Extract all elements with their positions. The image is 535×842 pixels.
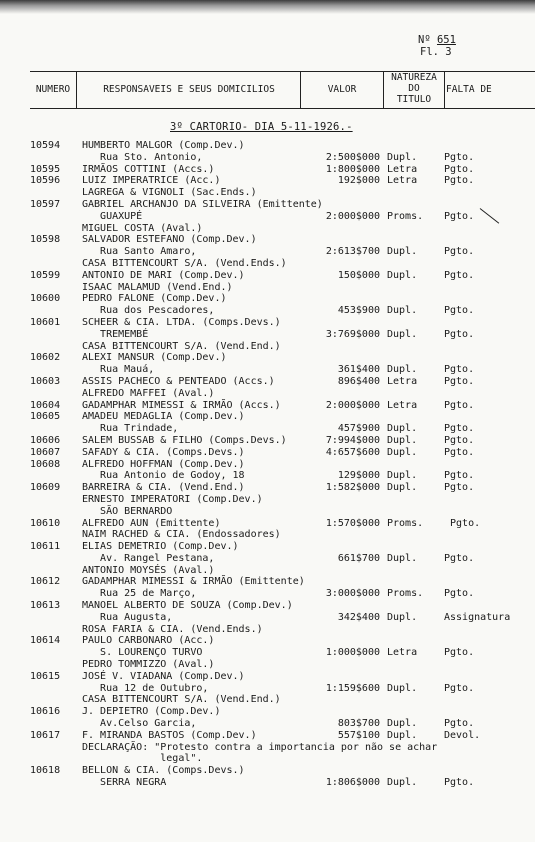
entry-number: 10599 (30, 269, 61, 281)
entry-falta: Pgto. (444, 552, 475, 564)
entry-responsavel: legal". (82, 753, 203, 765)
entry-line (30, 576, 535, 588)
header-bottom-rule (30, 108, 535, 109)
page-number (418, 34, 456, 58)
entry-falta: Pgto. (444, 470, 475, 482)
entry-responsavel: DECLARAÇÃO: "Protesto contra a importancia por não se achar (82, 741, 438, 753)
entry-line (30, 659, 535, 671)
entry-number: 10597 (30, 198, 61, 210)
entry-natureza: Dupl. (387, 611, 418, 623)
entry-line (30, 635, 535, 647)
entry-responsavel: MANOEL ALBERTO DE SOUZA (Comp.Dev.) (82, 600, 293, 612)
page-number-label: Nº (418, 34, 431, 46)
entry-line (30, 258, 535, 270)
entry-responsavel: ALFREDO MAFFEI (Aval.) (82, 387, 215, 399)
entry-line (30, 341, 535, 353)
table-row (30, 352, 535, 376)
entry-falta: Assignatura (444, 611, 511, 623)
entry-natureza: Letra (387, 399, 418, 411)
header-divider (444, 71, 445, 109)
header-numero: NUMERO (35, 84, 71, 95)
entry-natureza: Dupl. (387, 718, 418, 730)
entry-number: 10606 (30, 434, 61, 446)
entry-line (30, 459, 535, 471)
entry-valor: 2:500$000 (325, 151, 380, 163)
entry-line (30, 553, 535, 565)
entry-line (30, 400, 535, 412)
entry-valor: 2:000$000 (325, 210, 380, 222)
entry-valor: 457$900 (337, 423, 380, 435)
entry-line (30, 624, 535, 636)
entry-line (30, 270, 535, 282)
entry-line (30, 518, 535, 530)
entry-line (30, 588, 535, 600)
header-falta: FALTA DE (446, 84, 492, 95)
table-row (30, 234, 535, 269)
entry-responsavel: Rua dos Pescadores, (82, 305, 215, 317)
entry-number: 10608 (30, 458, 61, 470)
entry-responsavel: PEDRO TOMMIZZO (Aval.) (82, 659, 215, 671)
entry-falta: Pgto. (444, 423, 475, 435)
entry-responsavel: Rua 25 de Março, (82, 588, 197, 600)
entry-falta: Pgto. (444, 777, 475, 789)
entry-falta: Pgto. (444, 446, 475, 458)
entry-valor: 661$700 (337, 552, 380, 564)
header-valor: VALOR (327, 84, 357, 95)
entry-line (30, 742, 535, 754)
entry-line (30, 423, 535, 435)
entry-line (30, 506, 535, 518)
entry-line (30, 305, 535, 317)
section-title: 3º CARTORIO- DIA 5-11-1926.- (170, 121, 353, 133)
entry-responsavel: Av. Rangel Pestana, (82, 552, 215, 564)
entry-line (30, 352, 535, 364)
entry-number: 10604 (30, 399, 61, 411)
entry-responsavel: TREMEMBÉ (82, 328, 149, 340)
entry-number: 10598 (30, 234, 61, 246)
entry-natureza: Letra (387, 375, 418, 387)
table-row (30, 706, 535, 730)
entry-responsavel: JOSÉ V. VIADANA (Comp.Dev.) (82, 670, 245, 682)
header-natureza-line: DO (408, 83, 420, 94)
entry-valor: 896$400 (337, 375, 380, 387)
entry-valor: 2:000$000 (325, 399, 380, 411)
entry-line (30, 317, 535, 329)
entry-number: 10600 (30, 293, 61, 305)
entry-number: 10613 (30, 600, 61, 612)
entry-responsavel: ERNESTO IMPERATORI (Comp.Dev.) (82, 493, 263, 505)
entry-line (30, 494, 535, 506)
entry-natureza: Letra (387, 647, 418, 659)
entry-natureza: Letra (387, 175, 418, 187)
entry-line (30, 600, 535, 612)
entry-responsavel: J. DEPIETRO (Comp.Dev.) (82, 706, 221, 718)
entry-line (30, 282, 535, 294)
entry-responsavel: ISAAC MALAMUD (Vend.End.) (82, 281, 233, 293)
entry-natureza: Dupl. (387, 305, 418, 317)
entry-number: 10605 (30, 411, 61, 423)
entry-falta: Pgto. (444, 588, 475, 600)
entry-natureza: Dupl. (387, 364, 418, 376)
entry-responsavel: SERRA NEGRA (82, 777, 167, 789)
entry-responsavel: LAGREGA & VIGNOLI (Sac.Ends.) (82, 187, 257, 199)
entry-line (30, 565, 535, 577)
entry-line (30, 777, 535, 789)
entry-number: 10595 (30, 163, 61, 175)
table-row (30, 140, 535, 164)
entry-responsavel: Rua Sto. Antonio, (82, 151, 203, 163)
entry-falta: Pgto. (444, 375, 475, 387)
entry-line (30, 765, 535, 777)
entry-falta: Pgto. (444, 434, 475, 446)
entry-responsavel: Rua Augusta, (82, 611, 173, 623)
entry-valor: 557$100 (337, 729, 380, 741)
entry-line (30, 164, 535, 176)
table-row (30, 293, 535, 317)
header-natureza-line: NATUREZA (391, 72, 437, 83)
entry-line (30, 246, 535, 258)
entry-number: 10615 (30, 670, 61, 682)
entry-line (30, 730, 535, 742)
entry-valor: 150$000 (337, 269, 380, 281)
entry-line (30, 529, 535, 541)
entry-valor: 4:657$600 (325, 446, 380, 458)
entry-responsavel: Rua Antonio de Godoy, 18 (82, 470, 245, 482)
entry-natureza: Dupl. (387, 470, 418, 482)
page-number-value: 651 (436, 34, 456, 46)
entry-line (30, 223, 535, 235)
entry-line (30, 329, 535, 341)
entry-falta: Pgto. (444, 151, 475, 163)
table-row (30, 411, 535, 435)
entry-number: 10618 (30, 765, 61, 777)
table-header (30, 71, 535, 109)
entry-responsavel: IRMÃOS COTTINI (Accs.) (82, 163, 215, 175)
entry-valor: 1:800$000 (325, 163, 380, 175)
entry-number: 10611 (30, 541, 61, 553)
entry-responsavel: ASSIS PACHECO & PENTEADO (Accs.) (82, 375, 275, 387)
entry-responsavel: PEDRO FALONE (Comp.Dev.) (82, 293, 227, 305)
entry-line (30, 234, 535, 246)
entry-responsavel: ALFREDO AUN (Emittente) (82, 517, 221, 529)
entry-number: 10616 (30, 706, 61, 718)
table-row (30, 765, 535, 789)
header-divider (300, 71, 301, 109)
entry-falta: Pgto. (444, 517, 481, 529)
entry-natureza: Dupl. (387, 423, 418, 435)
entry-responsavel: ALFREDO HOFFMAN (Comp.Dev.) (82, 458, 245, 470)
entry-falta: Pgto. (444, 682, 475, 694)
entry-valor: 1:582$000 (325, 482, 380, 494)
entry-responsavel: AMADEU MEDAGLIA (Comp.Dev.) (82, 411, 245, 423)
table-row (30, 635, 535, 670)
entry-natureza: Dupl. (387, 151, 418, 163)
entry-responsavel: SÃO BERNARDO (82, 505, 173, 517)
entry-natureza: Dupl. (387, 682, 418, 694)
table-row (30, 576, 535, 600)
entry-number: 10612 (30, 576, 61, 588)
entry-natureza: Dupl. (387, 552, 418, 564)
entry-valor: 192$000 (337, 175, 380, 187)
entry-responsavel: LUIZ IMPERATRICE (Acc.) (82, 175, 221, 187)
entry-number: 10610 (30, 517, 61, 529)
table-row (30, 600, 535, 635)
entry-responsavel: F. MIRANDA BASTOS (Comp.Dev.) (82, 729, 257, 741)
entry-responsavel: SAFADY & CIA. (Comps.Devs.) (82, 446, 245, 458)
entry-line (30, 612, 535, 624)
entry-valor: 3:769$000 (325, 328, 380, 340)
entry-valor: 129$000 (337, 470, 380, 482)
entry-responsavel: ROSA FARIA & CIA. (Vend.Ends.) (82, 623, 263, 635)
entry-number: 10614 (30, 635, 61, 647)
entry-falta: Pgto. (444, 399, 475, 411)
table-row (30, 435, 535, 447)
entry-valor: 7:994$000 (325, 434, 380, 446)
entry-valor: 803$700 (337, 718, 380, 730)
entry-responsavel: ANTONIO DE MARI (Comp.Dev.) (82, 269, 245, 281)
entry-responsavel: BELLON & CIA. (Comps.Devs.) (82, 765, 245, 777)
entry-valor: 361$400 (337, 364, 380, 376)
entry-natureza: Proms. (387, 210, 424, 222)
entry-responsavel: GABRIEL ARCHANJO DA SILVEIRA (Emittente) (82, 198, 323, 210)
entry-natureza: Dupl. (387, 729, 418, 741)
table-row (30, 459, 535, 483)
table-row (30, 376, 535, 400)
entry-line (30, 411, 535, 423)
entry-responsavel: ALEXI MANSUR (Comp.Dev.) (82, 352, 227, 364)
entry-number: 10601 (30, 316, 61, 328)
entry-responsavel: Rua 12 de Outubro, (82, 682, 209, 694)
table-row (30, 270, 535, 294)
entry-line (30, 683, 535, 695)
entry-falta: Pgto. (444, 163, 475, 175)
entry-responsavel: SALVADOR ESTEFANO (Comp.Dev.) (82, 234, 257, 246)
entry-line (30, 541, 535, 553)
entry-responsavel: PAULO CARBONARO (Acc.) (82, 635, 215, 647)
scan-edge-shadow (0, 0, 535, 14)
entry-number: 10617 (30, 729, 61, 741)
entry-natureza: Proms. (387, 588, 424, 600)
header-responsaveis: RESPONSAVEIS E SEUS DOMICILIOS (103, 84, 275, 95)
entry-responsavel: HUMBERTO MALGOR (Comp.Dev.) (82, 140, 245, 151)
entry-falta: Pgto. (444, 482, 475, 494)
table-row (30, 164, 535, 176)
header-natureza-line: TITULO (396, 94, 432, 105)
entry-responsavel: Rua Trindade, (82, 423, 179, 435)
entry-line (30, 694, 535, 706)
table-row (30, 541, 535, 576)
entry-falta: Pgto. (444, 246, 475, 258)
table-row (30, 199, 535, 234)
entry-natureza: Dupl. (387, 269, 418, 281)
entry-number: 10609 (30, 482, 61, 494)
entry-responsavel: MIGUEL COSTA (Aval.) (82, 222, 203, 234)
entry-number: 10594 (30, 140, 61, 151)
entry-line (30, 671, 535, 683)
entry-responsavel: S. LOURENÇO TURVO (82, 647, 203, 659)
table-row (30, 518, 535, 542)
entry-line (30, 447, 535, 459)
entry-line (30, 293, 535, 305)
table-row (30, 317, 535, 352)
table-row (30, 175, 535, 199)
entry-line (30, 388, 535, 400)
entry-line (30, 187, 535, 199)
table-row (30, 730, 535, 765)
entry-line (30, 175, 535, 187)
entry-natureza: Dupl. (387, 446, 418, 458)
entry-valor: 342$400 (337, 611, 380, 623)
entry-valor: 3:000$000 (325, 588, 380, 600)
header-natureza (384, 72, 444, 105)
entry-responsavel: CASA BITTENCOURT S/A. (Vend.End.) (82, 340, 281, 352)
entry-falta: Pgto. (444, 718, 475, 730)
entry-valor: 453$900 (337, 305, 380, 317)
entry-falta: Pgto. (444, 175, 475, 187)
entry-falta: Pgto. (444, 269, 475, 281)
entry-line (30, 140, 535, 152)
entry-natureza: Letra (387, 163, 418, 175)
entry-line (30, 718, 535, 730)
entry-responsavel: Av.Celso Garcia, (82, 718, 197, 730)
entry-valor: 1:159$600 (325, 682, 380, 694)
header-top-rule (30, 71, 535, 72)
entry-line (30, 435, 535, 447)
header-divider (76, 71, 77, 109)
entry-responsavel: Rua Mauá, (82, 364, 155, 376)
entry-line (30, 482, 535, 494)
entry-line (30, 647, 535, 659)
entry-valor: 1:570$000 (325, 517, 380, 529)
entry-responsavel: BARREIRA & CIA. (Vend.End.) (82, 482, 245, 494)
entry-line (30, 376, 535, 388)
entry-number: 10607 (30, 446, 61, 458)
folha-number: Fl. 3 (420, 46, 452, 58)
entry-natureza: Dupl. (387, 246, 418, 258)
entry-falta: Devol. (444, 729, 481, 741)
table-row (30, 447, 535, 459)
entry-valor: 2:613$700 (325, 246, 380, 258)
entry-line (30, 753, 535, 765)
entry-responsavel: SALEM BUSSAB & FILHO (Comps.Devs.) (82, 434, 287, 446)
entry-responsavel: SCHEER & CIA. LTDA. (Comps.Devs.) (82, 316, 281, 328)
entry-line (30, 199, 535, 211)
table-row (30, 400, 535, 412)
entry-number: 10602 (30, 352, 61, 364)
entry-falta: Pgto. (444, 305, 475, 317)
entry-line (30, 470, 535, 482)
entry-natureza: Proms. (387, 517, 424, 529)
entry-responsavel: ELIAS DEMETRIO (Comp.Dev.) (82, 541, 239, 553)
entry-line (30, 364, 535, 376)
entry-responsavel: ANTONIO MOYSÉS (Aval.) (82, 564, 215, 576)
entry-valor: 1:000$000 (325, 647, 380, 659)
entry-responsavel: CASA BITTENCOURT S/A. (Vend.Ends.) (82, 257, 287, 269)
entry-number: 10603 (30, 375, 61, 387)
entry-responsavel: GUAXUPÉ (82, 210, 143, 222)
entry-falta: Pgto. (444, 647, 475, 659)
entry-responsavel: GADAMPHAR MIMESSI & IRMÃO (Accs.) (82, 399, 281, 411)
entry-number: 10596 (30, 175, 61, 187)
entry-natureza: Dupl. (387, 777, 418, 789)
table-row (30, 482, 535, 517)
entry-falta: Pgto. (444, 364, 475, 376)
entry-natureza: Dupl. (387, 434, 418, 446)
entry-falta: Pgto. (444, 328, 475, 340)
entry-natureza: Dupl. (387, 328, 418, 340)
entry-valor: 1:806$000 (325, 777, 380, 789)
entry-responsavel: Rua Santo Amaro, (82, 246, 197, 258)
entry-responsavel: GADAMPHAR MIMESSI & IRMÃO (Emittente) (82, 576, 305, 588)
entry-line (30, 152, 535, 164)
entry-responsavel: NAIM RACHED & CIA. (Endossadores) (82, 529, 281, 541)
entry-responsavel: CASA BITTENCOURT S/A. (Vend.End.) (82, 694, 281, 706)
entry-falta: Pgto. (444, 210, 475, 222)
entry-natureza: Dupl. (387, 482, 418, 494)
entry-line (30, 706, 535, 718)
entry-line (30, 211, 535, 223)
table-row (30, 671, 535, 706)
protest-list (30, 140, 535, 789)
